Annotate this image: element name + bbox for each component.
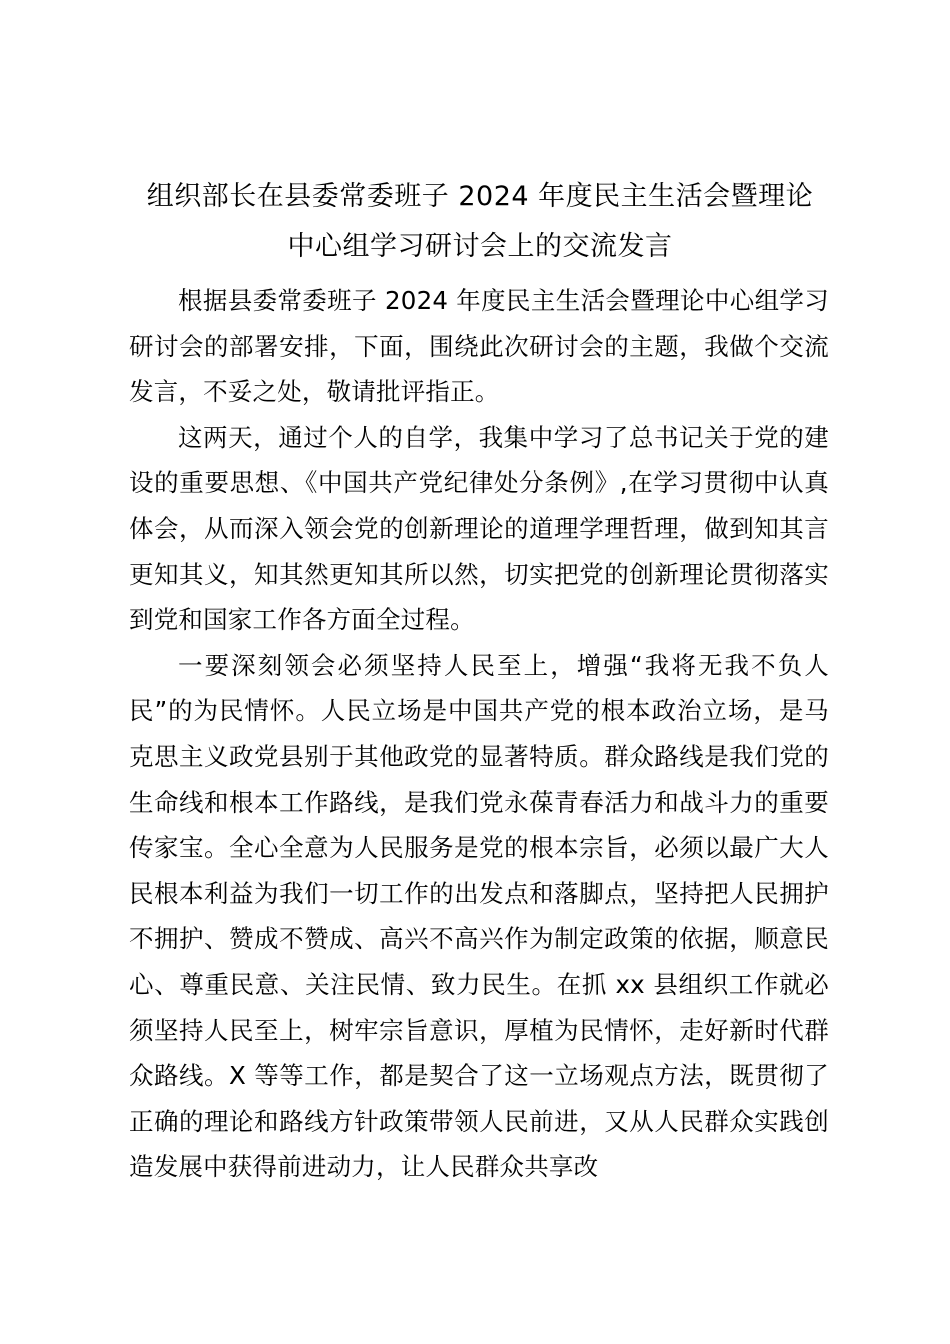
title-line-1: 组织部长在县委常委班子 2024 年度民主生活会暨理论 — [146, 181, 814, 212]
paragraph-study: 这两天，通过个人的自学，我集中学习了总书记关于党的建设的重要思想、《中国共产党纪律处分条例》,在学习贯彻中认真体会，从而深入领会党的创新理论的道理学理哲理，做到知其言更知其义，知其然更知其所以然，切实把党的创新理论贯彻落实到党和国家工作各方面全过程。 — [129, 422, 829, 635]
document-title — [120, 172, 840, 272]
document-body — [129, 278, 829, 1190]
paragraph-point-one: 一要深刻领会必须坚持人民至上，增强“我将无我不负人民”的为民情怀。人民立场是中国共产党的根本政治立场，是马克思主义政党县别于其他政党的显著特质。群众路线是我们党的生命线和根本工作路线，是我们党永葆青春活力和战斗力的重要传家宝。全心全意为人民服务是党的根本宗旨，必须以最广大人民根本利益为我们一切工作的出发点和落脚点，坚持把人民拥护不拥护、赞成不赞成、高兴不高兴作为制定政策的依据，顺意民心、尊重民意、关注民情、致力民生。在抓 xx 县组织工作就必须坚持人民至上，树牢宗旨意识，厚植为民情怀，走好新时代群众路线。X 等等工作，都是契合了这一立场观点方法，既贯彻了正确的理论和路线方针政策带领人民前进，又从人民群众实践创造发展中获得前进动力，让人民群众共享改 — [129, 650, 829, 1182]
title-line-2: 中心组学习研讨会上的交流发言 — [287, 231, 673, 262]
paragraph-intro: 根据县委常委班子 2024 年度民主生活会暨理论中心组学习研讨会的部署安排，下面，围绕此次研讨会的主题，我做个交流发言，不妥之处，敬请批评指正。 — [129, 286, 829, 407]
